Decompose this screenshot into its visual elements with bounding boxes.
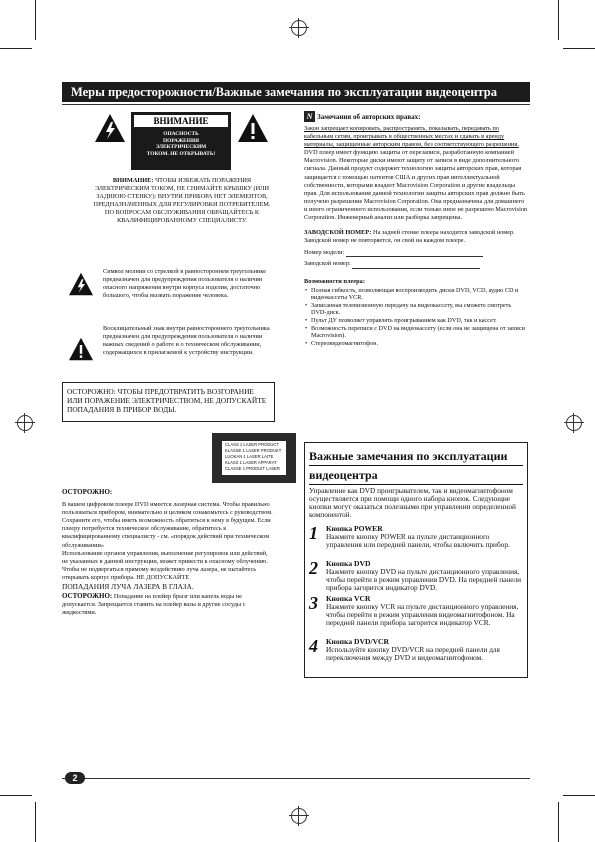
lightning-symbol-icon: [68, 272, 94, 296]
laser-line: CLASSE 1 PRODUIT LASER: [225, 466, 280, 472]
warning-box-title: ВНИМАНИЕ: [134, 115, 228, 127]
step-dvd-vcr: [309, 638, 527, 662]
caution-para1: В вашем цифровом плеере DVD имеется лазерная система. Чтобы правильно пользоваться прибором, внимательно и целиком ознакомьтесь с руководством. Сохраните его, чтобы иметь возможность обратиться к нему в будущем. Если плееру потребуется техническое обслуживание, обратитесь к квалифицированному специалисту - см. «порядок действий при техническом обслуживании»: [62, 501, 273, 549]
laser-label: [212, 433, 296, 483]
crop-mark: [0, 795, 32, 796]
registration-mark: [566, 415, 582, 431]
registration-mark: [291, 20, 307, 36]
warning-box: [131, 112, 231, 170]
copyright-section: [304, 111, 528, 347]
step-number: 3: [309, 593, 318, 613]
registration-mark: [291, 808, 307, 824]
list-item: • Стереовидеомагнитофон.: [311, 340, 528, 348]
laser-line: KLASS 1 LASER APPARAT: [225, 460, 277, 466]
warning-text: [92, 177, 272, 226]
crop-mark: [35, 0, 36, 40]
title-rule: [62, 104, 530, 105]
exclaim-text: Восклицательный знак внутри равностороннего треугольника предназначен для предупреждения пользователя о наличии важных сведений о работе и о техническом обслуживании, содержащихся в прилагаемой к устройству инструкции.: [103, 325, 270, 357]
copyright-body: DVD плеер имеет функцию защиты от перезаписи, разработанную компанией Macrovision. Некоторые диски имеют защиту от записи в виде дополнительного сигнала. Данный продукт содержит технологию защиты авторских прав, которая защищается с помощью патентов США и других прав интеллектуальной собственности, которыми владеет Macrovision Corporation и другие владельцы прав. Для использования данной технологии защиты авторских прав должно быть получено разрешение Macrovision Corporation. Она предназначена для домашнего и иного ограниченного использования, если только иное не разрешено Macrovision Corporation. Инженерный анализ или разборка запрещены.: [304, 149, 528, 222]
laser-line: LUOKAN 1 LASER LAITE: [225, 454, 274, 460]
crop-mark: [0, 48, 32, 49]
warning-body: ЧТОБЫ ИЗБЕЖАТЬ ПОРАЖЕНИЯ ЭЛЕКТРИЧЕСКИМ ТОКОМ, НЕ СНИМАЙТЕ КРЫШКУ (ИЛИ ЗАДНЮЮ СТЕНКУ): ВНУТРИ ПРИБОРА НЕТ ЭЛЕМЕНТОВ, ПРЕДНАЗНАЧЕННЫХ ДЛЯ РЕГУЛИРОВКИ ПОТРЕБИТЕЛЕМ. ПО ВОПРОСАМ ОБСЛУЖИВАНИЯ ОБРАЩАЙТЕСЬ К КВАЛИФИЦИРОВАННОМУ СПЕЦИАЛИСТУ.: [93, 177, 271, 225]
footer-rule: [62, 778, 530, 779]
crop-mark: [35, 802, 36, 842]
exclaim-explanation: [103, 325, 275, 357]
serial-text: На задней стенке плеера находится заводской номер. Заводской номер не повторяется, он свой на каждом плеере.: [304, 229, 515, 245]
caution-box-text: ОСТОРОЖНО: ЧТОБЫ ПРЕДОТВРАТИТЬ ВОЗГОРАНИЕ ИЛИ ПОРАЖЕНИЕ ЭЛЕКТРИЧЕСТВОМ, НЕ ДОПУСКАЙТЕ ПОПАДАНИЯ В ПРИБОР ВОДЫ.: [67, 387, 267, 414]
serial-field: [352, 262, 480, 269]
caution-para3: Чтобы не подвергаться прямому воздействию луча лазера, не пытайтесь открывать корпус прибора. НЕ ДОПУСКАЙТЕ: [62, 565, 257, 581]
operation-rule: [309, 484, 523, 485]
laser-line: CLASS 1 LASER PRODUCT: [225, 442, 279, 447]
warning-box-body: ОПАСНОСТЬ ПОРАЖЕНИЯ ЭЛЕКТРИЧЕСКИМ ТОКОМ. НЕ ОТКРЫВАТЬ!: [146, 131, 216, 157]
step-number: 4: [309, 636, 318, 656]
crop-mark: [558, 802, 559, 842]
list-item: • Пульт ДУ позволяет управлять проигрыванием как DVD, так и кассет.: [311, 317, 528, 325]
model-label: Номер модели:: [304, 249, 345, 257]
step-dvd: [309, 560, 527, 592]
page-title: Меры предосторожности/Важные замечания по эксплуатации видеоцентра: [62, 82, 530, 102]
operation-box: [304, 442, 528, 678]
crop-mark: [563, 48, 595, 49]
lightning-text: Символ молнии со стрелкой в равностороннем треугольнике предназначен для предупреждения пользователя о наличии опасного напряжения внутри корпуса изделия, достаточно большого, чтобы вызвать поражение человека.: [103, 268, 267, 300]
operation-heading-2: видеоцентра: [309, 468, 378, 482]
step-number: 2: [309, 558, 318, 578]
features-heading: Возможности плеера:: [304, 277, 365, 285]
step-title: Кнопка POWER: [326, 524, 383, 533]
caution-para2: Использование органов управления, выполнение регулировок или действий, не указанных в данной инструкции, может привести к опасному облучению.: [62, 549, 268, 565]
copyright-heading: Замечания об авторских правах:: [317, 112, 421, 121]
step-text: Используйте кнопку DVD/VCR на передней панели для переключения между DVD и видеомагнитофоном.: [326, 644, 500, 662]
lightning-warning-icon: [94, 113, 126, 143]
list-item: • Полная гибкость, позволяющая воспроизводить диски DVD, VCD, аудио CD и видеокассеты VCR.: [311, 287, 528, 302]
serial-label: ЗАВОДСКОЙ НОМЕР:: [304, 229, 372, 237]
registration-mark: [17, 415, 33, 431]
exclamation-symbol-icon: [68, 337, 94, 361]
copyright-icon: N: [304, 111, 315, 122]
exclamation-warning-icon: [237, 113, 269, 143]
crop-mark: [563, 795, 595, 796]
caution-section: [62, 488, 275, 617]
caution-para3-caps: ПОПАДАНИЯ ЛУЧА ЛАЗЕРА В ГЛАЗА.: [62, 582, 194, 592]
step-text: Нажмите кнопку POWER на пульте дистанционного управления или передней панели, чтобы включить прибор.: [326, 531, 510, 549]
caution-box: [62, 382, 275, 422]
caution-water-label: ОСТОРОЖНО:: [62, 592, 113, 601]
list-item: • Возможность переписи с DVD на видеокассету (если она не защищена от записи Macrovision).: [311, 325, 528, 340]
page-number: 2: [65, 772, 85, 784]
operation-heading-1: Важные замечания по эксплуатации: [309, 449, 508, 463]
step-power: [309, 525, 527, 549]
step-text: Нажмите кнопку VCR на пульте дистанционного управления, чтобы перейти в режим управления видеомагнитофоном. На передней панели прибора загорится индикатор VCR.: [326, 601, 519, 627]
caution-heading: ОСТОРОЖНО:: [62, 488, 113, 496]
laser-label-inner: [222, 441, 286, 475]
step-text: Нажмите кнопку DVD на пульте дистанционного управления, чтобы перейти в режим управления DVD. На передней панели прибора загорится индикатор DVD.: [326, 566, 522, 592]
crop-mark: [558, 0, 559, 40]
laser-line: KLASSE 1 LASER PRODUKT: [225, 448, 282, 454]
step-title: Кнопка VCR: [326, 594, 371, 603]
caution-water-text: Попадание на плейер брызг или капель воды не допускается. Запрещается ставить на плейер вазы и другие сосуды с жидкостями.: [62, 593, 246, 617]
serial-number-label: Заводской номер:: [304, 260, 351, 268]
lightning-explanation: [103, 268, 273, 300]
copyright-underlined: Закон запрещает копировать, распространять, показывать, передавать по кабельным сетям, проигрывать в общественных местах и сдавать в аренду материалы, защищенные авторским правом, без соответствующего разрешения.: [304, 125, 519, 149]
warning-label: ВНИМАНИЕ:: [112, 177, 154, 184]
step-title: Кнопка DVD: [326, 559, 371, 568]
step-number: 1: [309, 523, 318, 543]
features-list: [304, 287, 528, 348]
step-vcr: [309, 595, 527, 627]
operation-intro: Управление как DVD проигрывателем, так и видеомагнитофоном осуществляется при помощи одного набора кнопок. Следующие кнопки могут оказаться полезными при управлении определенной компонентой.: [309, 486, 516, 519]
list-item: • Записанная телевизионную передачу на видеокассету, вы сможете смотреть DVD-диск.: [311, 302, 528, 317]
model-field: [346, 250, 483, 257]
step-title: Кнопка DVD/VCR: [326, 637, 390, 646]
